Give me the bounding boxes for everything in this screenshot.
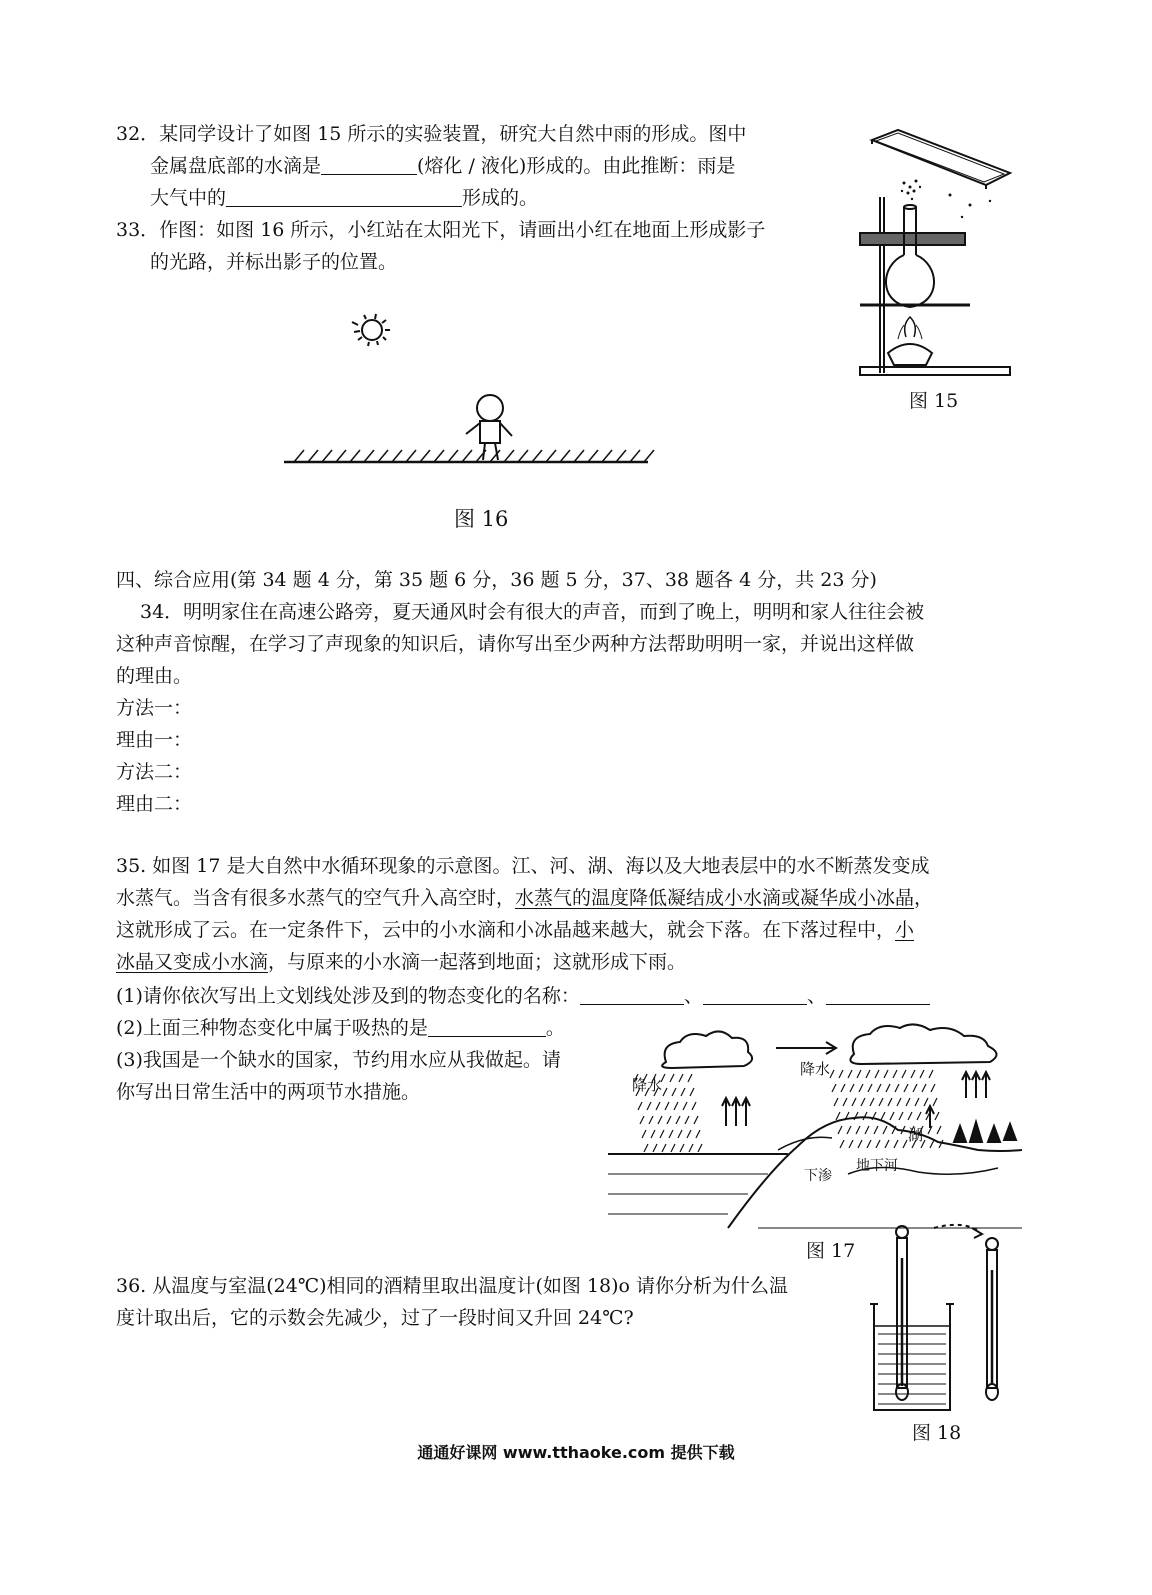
- q35-line2-text-a: 水蒸气。当含有很多水蒸气的空气升入高空时，: [116, 887, 516, 909]
- q35-sub-3b: 你写出日常生活中的两项节水措施。: [116, 1081, 421, 1103]
- figure-17-caption: 图 17: [806, 1240, 856, 1262]
- q35-sep-2: 、: [806, 985, 826, 1007]
- q35-blank-4[interactable]: [428, 1016, 546, 1037]
- q34-reason-1: 理由一：: [116, 729, 193, 751]
- q35-sep-1: 、: [683, 985, 703, 1007]
- girl-head: [477, 395, 503, 421]
- fig17-label-river: 地下河: [856, 1158, 898, 1174]
- figure-16-caption: 图 16: [454, 507, 509, 531]
- q34-line3: 的理由。: [116, 665, 193, 687]
- q32-line3-text-a: 大气中的: [150, 187, 227, 209]
- q35-sub-1: [116, 980, 930, 1012]
- q36-line1: 36. 从温度与室温(24℃)相同的酒精里取出温度计(如图 18)o 请你分析为什么温: [116, 1275, 789, 1297]
- figure-18-thermometers: [864, 1218, 1024, 1418]
- figure-16-drawing: [280, 310, 660, 480]
- q35-sub2-text-a: (2)上面三种物态变化中属于吸热的是: [116, 1017, 428, 1039]
- thermometer-2-bulb-top: [986, 1238, 998, 1250]
- q35-blank-2[interactable]: [703, 984, 807, 1005]
- fig17-label-seep: 下渗: [804, 1168, 832, 1184]
- figure-15-apparatus: [850, 125, 1020, 380]
- q32-line1: 32．某同学设计了如图 15 所示的实验装置，研究大自然中雨的形成。图中: [116, 123, 747, 145]
- q35-line4: [116, 946, 686, 978]
- q32-blank-1[interactable]: [321, 154, 417, 175]
- fig17-label-rain-left: 降水: [632, 1076, 663, 1094]
- q32-line2-text-a: 金属盘底部的水滴是: [150, 155, 322, 177]
- q35-sub-2: [116, 1012, 565, 1044]
- q34-reason-2: 理由二：: [116, 793, 193, 815]
- q34-line2: 这种声音惊醒，在学习了声现象的知识后，请你写出至少两种方法帮助明明一家，并说出这样做: [116, 633, 915, 655]
- q35-blank-1[interactable]: [580, 984, 684, 1005]
- thermometer-1-bulb-top: [896, 1226, 908, 1238]
- sun-icon: [362, 320, 382, 340]
- figure-15-caption: 图 15: [909, 390, 959, 412]
- q35-blank-3[interactable]: [826, 984, 930, 1005]
- q36-line2: 度计取出后，它的示数会先减少，过了一段时间又升回 24℃?: [116, 1307, 634, 1329]
- page-footer: 通通好课网 www.tthaoke.com 提供下载: [417, 1443, 735, 1462]
- fig17-label-lake: 湖: [908, 1126, 924, 1144]
- q35-underlined-1: 水蒸气的温度降低凝结成小水滴或凝华成小冰晶: [515, 887, 915, 909]
- fig17-label-rain-right: 降水: [800, 1060, 831, 1078]
- q35-sub1-text: (1)请你依次写出上文划线处涉及到的物态变化的名称：: [116, 985, 580, 1007]
- q34-line1: 34．明明家住在高速公路旁，夏天通风时会有很大的声音，而到了晚上，明明和家人往往会被: [140, 601, 925, 623]
- section-4-title: 四、综合应用(第 34 题 4 分，第 35 题 6 分，36 题 5 分，37、38 题各 4 分，共 23 分): [116, 569, 877, 591]
- q35-sub2-text-b: 。: [545, 1017, 565, 1039]
- q32-line3: [150, 182, 538, 214]
- q34-method-2: 方法二：: [116, 761, 193, 783]
- q35-line1: 35. 如图 17 是大自然中水循环现象的示意图。江、河、湖、海以及大地表层中的水不断蒸发变成: [116, 855, 930, 877]
- q32-line2: [150, 150, 735, 182]
- q35-underlined-2b: 冰晶又变成小水滴: [116, 951, 269, 973]
- q35-line2: [116, 882, 933, 914]
- q32-line3-text-b: 形成的。: [462, 187, 539, 209]
- q32-line2-text-b: (熔化 / 液化)形成的。由此推断：雨是: [417, 155, 736, 177]
- q35-line3-text-a: 这就形成了云。在一定条件下，云中的小水滴和小冰晶越来越大，就会下落。在下落过程中，: [116, 919, 896, 941]
- figure-18-caption: 图 18: [912, 1422, 962, 1444]
- q35-line3: [116, 914, 914, 946]
- q33-line1: 33．作图：如图 16 所示，小红站在太阳光下，请画出小红在地面上形成影子: [116, 219, 766, 241]
- q35-sub-3a: (3)我国是一个缺水的国家，节约用水应从我做起。请: [116, 1049, 561, 1071]
- girl-body: [480, 421, 500, 443]
- q34-method-1: 方法一：: [116, 697, 193, 719]
- figure-17-water-cycle: [608, 1022, 1028, 1232]
- q35-line2-text-c: ，: [914, 887, 934, 909]
- q35-underlined-2a: 小: [895, 919, 915, 941]
- q33-line2: 的光路，并标出影子的位置。: [150, 251, 398, 273]
- q32-blank-2[interactable]: [226, 186, 462, 207]
- q35-line4-text-b: ，与原来的小水滴一起落到地面；这就形成下雨。: [268, 951, 687, 973]
